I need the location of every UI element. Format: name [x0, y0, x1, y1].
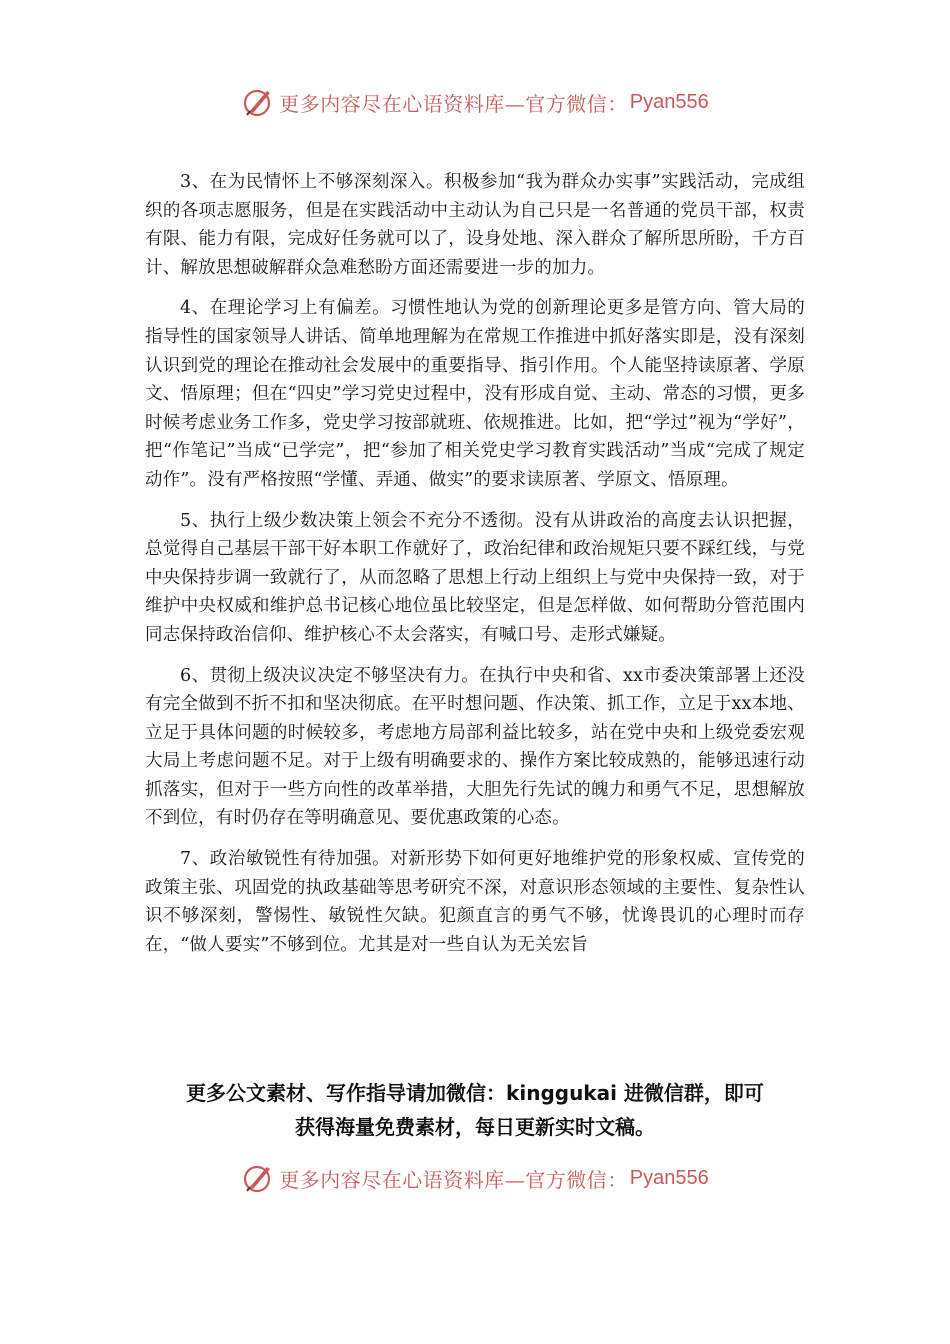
footer-banner [0, 1156, 950, 1200]
promo-notice [0, 1076, 950, 1144]
paragraph-7: 7、政治敏锐性有待加强。对新形势下如何更好地维护党的形象权威、宣传党的政策主张、巩固党的执政基础等思考研究不深，对意识形态领域的主要性、复杂性认识不够深刻，警惕性、敏锐性欠缺。犯颜直言的勇气不够，忧谗畏讥的心理时而存在，“做人要实”不够到位。尤其是对一些自认为无关宏旨 [145, 849, 805, 955]
quill-pen-logo-icon [241, 85, 275, 119]
promo-line-2: 获得海量免费素材，每日更新实时文稿。 [295, 1115, 655, 1139]
paragraph-3: 3、在为民情怀上不够深刻深入。积极参加“我为群众办实事”实践活动，完成组织的各项志愿服务，但是在实践活动中主动认为自己只是一名普通的党员干部，权责有限、能力有限，完成好任务就可以了，设身处地、深入群众了解所思所盼，千方百计、解放思想破解群众急难愁盼方面还需要进一步的加力。 [145, 172, 805, 278]
paragraph-5: 5、执行上级少数决策上领会不充分不透彻。没有从讲政治的高度去认识把握，总觉得自己基层干部干好本职工作就好了，政治纪律和政治规矩只要不踩红线，与党中央保持步调一致就行了，从而忽略了思想上行动上组织上与党中央保持一致，对于维护中央权威和维护总书记核心地位虽比较坚定，但是怎样做、如何帮助分管范围内同志保持政治信仰、维护核心不太会落实，有喊口号、走形式嫌疑。 [145, 510, 805, 645]
paragraph-4: 4、在理论学习上有偏差。习惯性地认为党的创新理论更多是管方向、管大局的指导性的国家领导人讲话、简单地理解为在常规工作推进中抓好落实即是，没有深刻认识到党的理论在推动社会发展中的重要指导、指引作用。个人能坚持读原著、学原文、悟原理；但在“四史”学习党史过程中，没有形成自觉、主动、常态的习惯，更多时候考虑业务工作多，党史学习按部就班、依规推进。比如，把“学过”视为“学好”，把“作笔记”当成“已学完”，把“参加了相关党史学习教育实践活动”当成“完成了规定动作”。没有严格按照“学懂、弄通、做实”的要求读原著、学原文、悟原理。 [145, 298, 805, 490]
paragraph-6: 6、贯彻上级决议决定不够坚决有力。在执行中央和省、xx市委决策部署上还没有完全做到不折不扣和坚决彻底。在平时想问题、作决策、抓工作，立足于xx本地、立足于具体问题的时候较多，考虑地方局部利益比较多，站在党中央和上级党委宏观大局上考虑问题不足。对于上级有明确要求的、操作方案比较成熟的，能够迅速行动抓落实，但对于一些方向性的改革举措，大胆先行先试的魄力和勇气不足，思想解放不到位，有时仍存在等明确意见、要优惠政策的心态。 [145, 665, 805, 829]
footer-banner-text: 更多内容尽在心语资料库—官方微信： [279, 1167, 628, 1192]
header-banner-wechat-id: Pyan556 [629, 90, 709, 113]
header-banner [0, 80, 950, 124]
document-body [145, 168, 805, 971]
footer-banner-wechat-id: Pyan556 [629, 1166, 709, 1189]
header-banner-text: 更多内容尽在心语资料库—官方微信： [279, 91, 628, 116]
quill-pen-logo-icon [241, 1161, 275, 1195]
promo-line-1: 更多公文素材、写作指导请加微信：kinggukai 进微信群，即可 [186, 1081, 764, 1105]
